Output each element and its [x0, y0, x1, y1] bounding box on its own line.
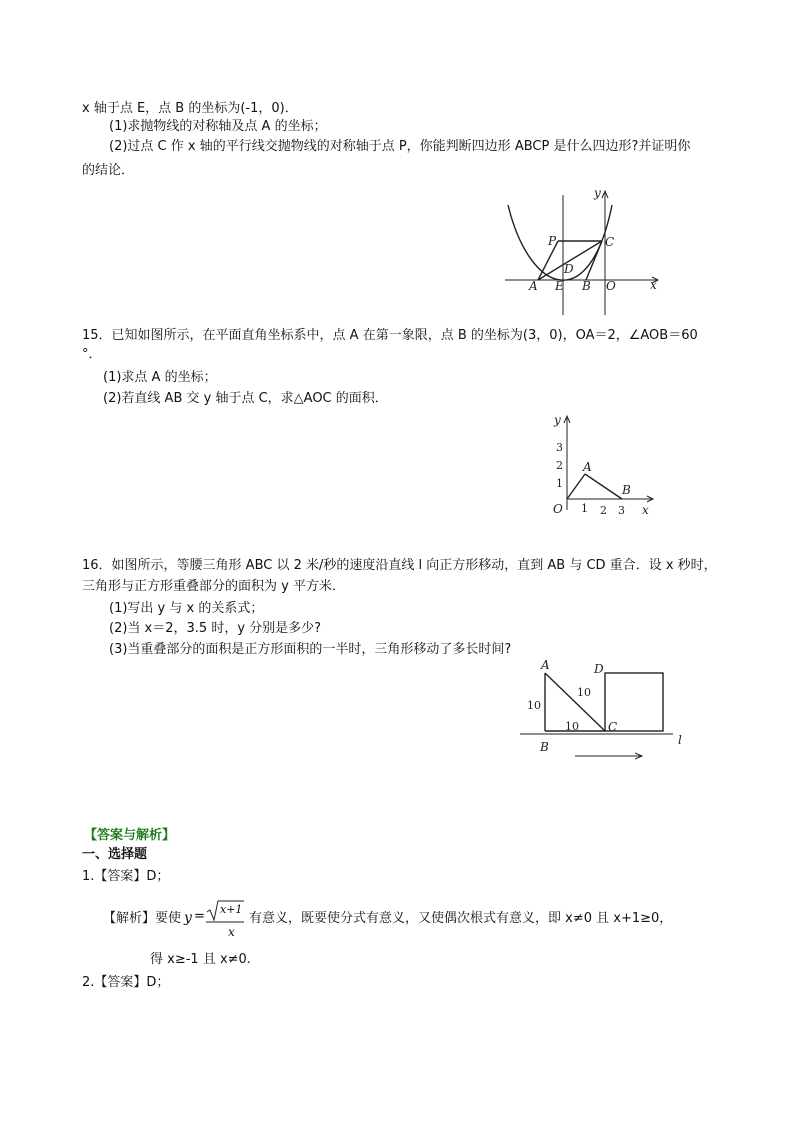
label-a: A [529, 279, 538, 293]
length-ab: 10 [527, 699, 541, 712]
q15-part1: (1)求点 A 的坐标； [103, 370, 217, 385]
label-d: D [594, 662, 604, 676]
xtick-2: 2 [600, 504, 607, 517]
answer-1-expl-prefix: 【解析】要使 [103, 911, 182, 926]
formula-y: y [184, 910, 192, 926]
q14-part1: (1)求抛物线的对称轴及点 A 的坐标； [109, 119, 327, 134]
label-b: B [540, 740, 549, 754]
length-cd: 10 [577, 686, 591, 699]
segment-bc [586, 241, 602, 280]
label-p: P [548, 234, 557, 248]
label-d: D [564, 262, 574, 276]
ytick-1: 1 [556, 477, 563, 490]
ytick-2: 2 [556, 459, 563, 472]
label-b: B [582, 279, 591, 293]
answer-1-expl-suffix: 有意义，既要使分式有意义，又使偶次根式有意义，即 x≠0 且 x+1≥0， [249, 911, 673, 926]
label-o: O [553, 502, 563, 516]
q14-part2: (2)过点 C 作 x 轴的平行线交抛物线的对称轴于点 P，你能判断四边形 ABCP 是什么四边形?并证明你 [109, 139, 691, 154]
answers-header: 【答案与解析】 [84, 828, 176, 843]
q15-figure [545, 410, 660, 520]
segment-ab [585, 474, 622, 499]
label-o: O [606, 279, 616, 293]
answer-2: 2.【答案】D； [82, 975, 170, 990]
section-choice: 一、选择题 [82, 847, 148, 862]
q16-figure [515, 655, 700, 765]
q16-line2: 三角形与正方形重叠部分的面积为 y 平方米． [82, 579, 345, 594]
label-l: l [678, 733, 682, 747]
label-a: A [541, 658, 550, 672]
answer-1-formula [184, 904, 244, 944]
q14-line1: x 轴于点 E，点 B 的坐标为(-1，0)． [82, 101, 298, 116]
ytick-3: 3 [556, 441, 563, 454]
label-c: C [605, 235, 615, 249]
formula-denominator: x [228, 925, 235, 939]
q15-part2: (2)若直线 AB 交 y 轴于点 C，求△AOC 的面积． [103, 391, 388, 406]
xtick-3: 3 [618, 504, 625, 517]
label-e: E [555, 279, 564, 293]
q14-figure [500, 185, 670, 320]
label-y: y [554, 413, 561, 427]
formula-numerator: x+1 [220, 903, 243, 916]
q15-line1: 15．已知如图所示，在平面直角坐标系中，点 A 在第一象限，点 B 的坐标为(3，0)，OA＝2，∠AOB＝60 [82, 328, 698, 343]
q16-line1: 16．如图所示，等腰三角形 ABC 以 2 米/秒的速度沿直线 l 向正方形移动，直到 AB 与 CD 重合．设 x 秒时， [82, 558, 717, 573]
label-c: C [608, 720, 618, 734]
label-x: x [642, 503, 649, 517]
q16-part3: (3)当重叠部分的面积是正方形面积的一半时，三角形移动了多长时间? [109, 642, 512, 657]
xtick-1: 1 [581, 502, 588, 515]
label-b: B [622, 483, 631, 497]
q16-part2: (2)当 x＝2，3.5 时，y 分别是多少? [109, 621, 322, 636]
segment-oa [567, 474, 585, 499]
label-a: A [583, 460, 592, 474]
parabola [508, 205, 615, 280]
formula-eq: = [194, 909, 205, 924]
answer-1: 1.【答案】D； [82, 869, 170, 884]
length-bc: 10 [565, 720, 579, 733]
answer-1-expl-line2: 得 x≥-1 且 x≠0. [150, 952, 251, 967]
q15-line2: °． [82, 347, 102, 362]
label-x: x [650, 278, 657, 292]
q14-part2-cont: 的结论． [82, 163, 135, 178]
label-y: y [594, 186, 601, 200]
q16-part1: (1)写出 y 与 x 的关系式； [109, 601, 264, 616]
